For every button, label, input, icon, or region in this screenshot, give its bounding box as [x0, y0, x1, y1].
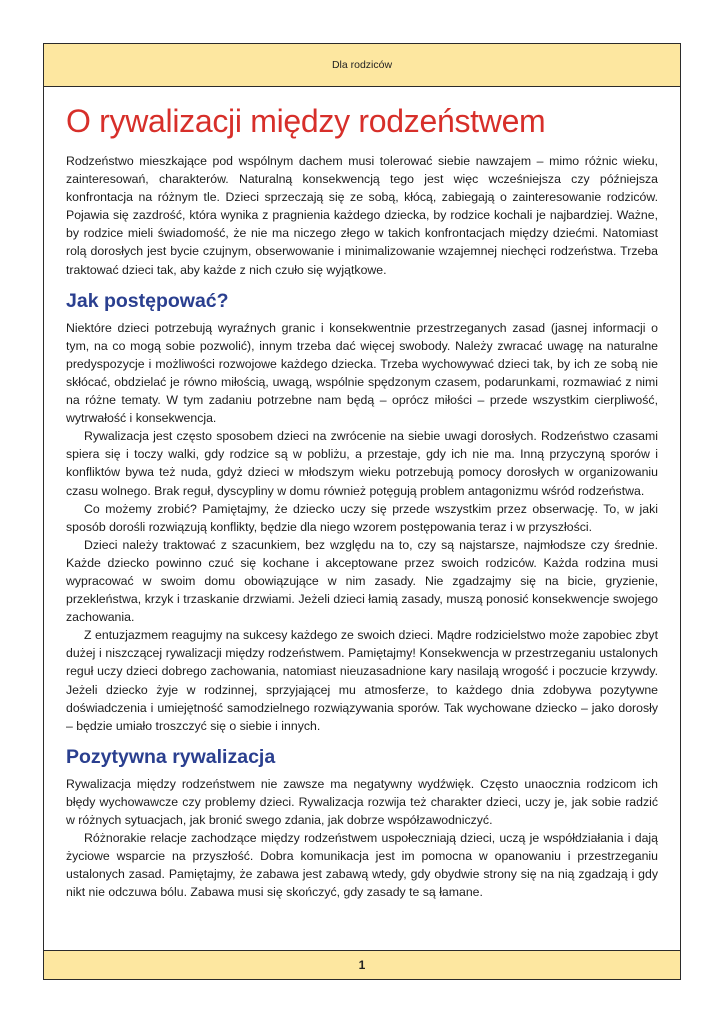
paragraph: Co możemy zrobić? Pamiętajmy, że dziecko uczy się przede wszystkim przez obserwację. To, w jaki sposób dorośli rozwiązują konflikty, będzie dla niego wzorem postępowania teraz i w przyszłości.	[66, 501, 658, 534]
paragraph: Z entuzjazmem reagujmy na sukcesy każdego ze swoich dzieci. Mądre rodzicielstwo może zapobiec zbyt dużej i niszczącej rywalizacji między rodzeństwem. Pamiętajmy! Konsekwencja w przestrzeganiu ustalonych reguł uczy dzieci dobrego zachowania, natomiast nieuzasadnione kary nasilają wrogość i poczucie krzywdy. Jeżeli dziecko żyje w rodzinnej, sprzyjającej mu atmosferze, to każdego dnia zdobywa pozytywne doświadczenia i umiejętność samodzielnego rozwiązywania sporów. Tak wychowane dziecko – jako dorosły – będzie umiało troszczyć się o siebie i innych.	[66, 628, 658, 733]
section-heading-jak-postepowac: Jak postępować?	[66, 289, 229, 312]
footer-band	[44, 950, 680, 979]
paragraph: Rywalizacja jest często sposobem dzieci na zwrócenie na siebie uwagi dorosłych. Rodzeństwo czasami spiera się i toczy walki, gdy rodzice są w pobliżu, a przestaje, gdy ich nie ma. Inną przyczyną sporów i konfliktów bywa też nuda, gdyż dzieci w młodszym wieku potrzebują pomocy dorosłych w organizowaniu czasu wolnego. Brak reguł, dyscypliny w domu również potęgują problem antagonizmu wśród rodzeństwa.	[66, 429, 658, 498]
section-heading-pozytywna-rywalizacja: Pozytywna rywalizacja	[66, 745, 276, 768]
article-body	[66, 102, 658, 901]
paragraph: Różnorakie relacje zachodzące między rodzeństwem uspołeczniają dzieci, uczą je współdziałania i dają życiowe wsparcie na przyszłość. Dobra komunikacja jest im pomocna w opanowaniu i przestrzeganiu ustalonych zasad. Pamiętajmy, że zabawa jest zabawą wtedy, gdy obydwie strony się na nią zgadzają i gdy nikt nie odczuwa bólu. Zabawa musi się skończyć, gdy zasady te są łamane.	[66, 831, 658, 900]
header-label: Dla rodziców	[331, 59, 393, 71]
header-band	[44, 44, 680, 87]
page-number: 1	[358, 958, 366, 972]
paragraph: Dzieci należy traktować z szacunkiem, bez względu na to, czy są najstarsze, najmłodsze czy średnie. Każde dziecko powinno czuć się kochane i akceptowane przez swoich rodziców. Każda rodzina musi wypracować w swoim domu obowiązujące w nim zasady. Nie zgadzajmy się na bicie, gryzienie, przekleństwa, krzyk i trzaskanie drzwiami. Jeżeli dzieci łamią zasady, muszą ponosić konsekwencje swojego zachowania.	[66, 537, 658, 625]
page-title: O rywalizacji między rodzeństwem	[66, 103, 546, 139]
paragraph: Rywalizacja między rodzeństwem nie zawsze ma negatywny wydźwięk. Często unaocznia rodzicom ich błędy wychowawcze czy problemy dzieci. Rywalizacja rozwija też charakter dzieci, uczy je, jak sobie radzić w różnych sytuacjach, jak bronić swego zdania, jak dobrze współzawodniczyć.	[66, 776, 658, 827]
page-frame	[43, 43, 681, 980]
intro-paragraph: Rodzeństwo mieszkające pod wspólnym dachem musi tolerować siebie nawzajem – mimo różnic wieku, zainteresowań, charakterów. Naturalną konsekwencją tego jest więc wcześniejsza czy późniejsza konfrontacja na różnym tle. Dzieci sprzeczają się ze sobą, kłócą, zabiegają o zainteresowanie rodziców. Pojawia się zazdrość, która wynika z pragnienia każdego dziecka, by rodzice kochali je najbardziej. Ważne, by rodzice mieli świadomość, że nie ma niczego złego w takich konfrontacjach między dziećmi. Natomiast rolą dorosłych jest bycie czujnym, obserwowanie i minimalizowanie wzajemnej niechęci rodzeństwa. Trzeba traktować dzieci tak, aby każde z nich czuło się wyjątkowe.	[66, 154, 658, 277]
paragraph: Niektóre dzieci potrzebują wyraźnych granic i konsekwentnie przestrzeganych zasad (jasnej informacji o tym, na co mogą sobie pozwolić), innym trzeba dać więcej swobody. Należy zwracać uwagę na naturalne predyspozycje i możliwości rozwojowe każdego dziecka. Trzeba wychowywać dzieci tak, by ich ze sobą nie skłócać, obdzielać je równo miłością, uwagą, wspólnie spędzonym czasem, podarunkami, rozmawiać z nimi na różne tematy. W tym zadaniu potrzebne nam będą – oprócz miłości – przede wszystkim cierpliwość, wytrwałość i konsekwencja.	[66, 320, 658, 426]
